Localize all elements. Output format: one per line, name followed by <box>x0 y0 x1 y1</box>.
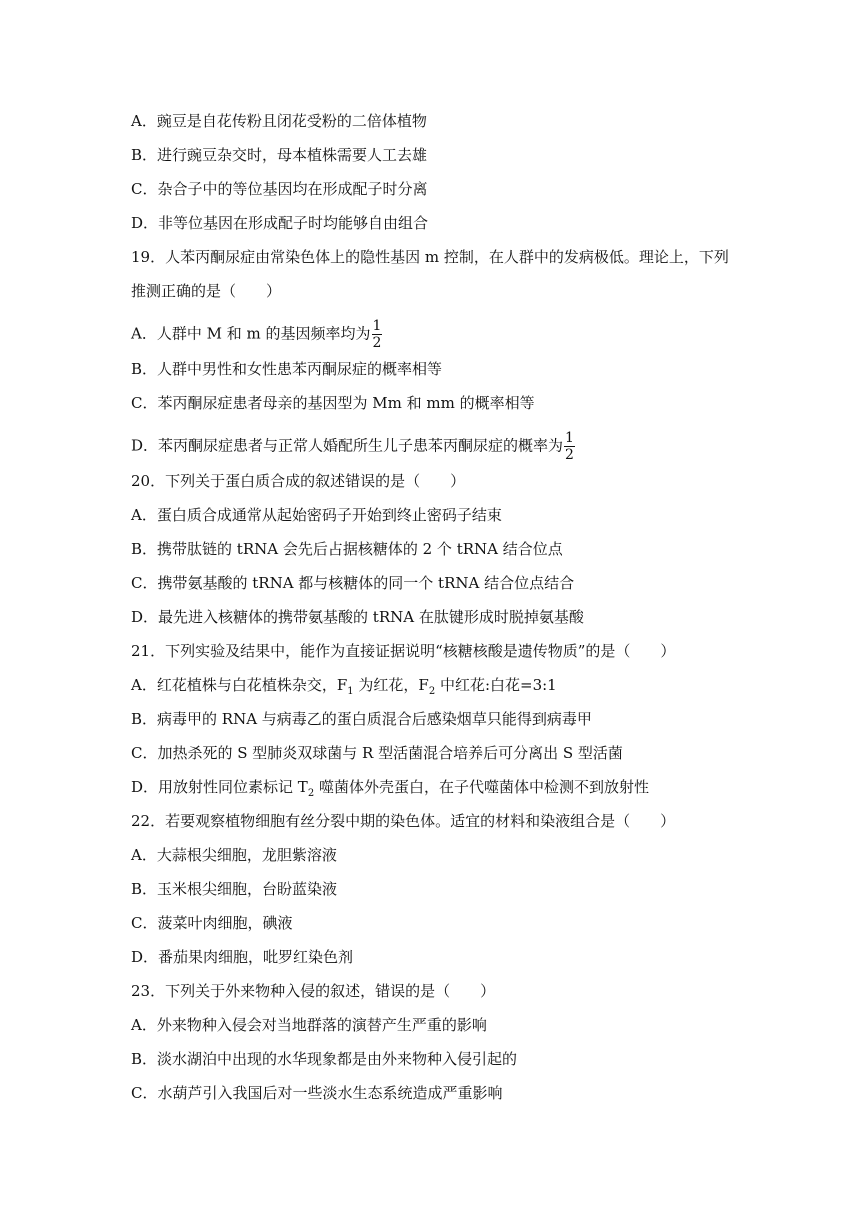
q21-option-c: C．加热杀死的 S 型肺炎双球菌与 R 型活菌混合培养后可分离出 S 型活菌 <box>131 744 623 762</box>
q20-stem: 20．下列关于蛋白质合成的叙述错误的是（ ） <box>131 472 466 490</box>
fraction-one-half <box>564 430 575 463</box>
q22-option-a: A．大蒜根尖细胞，龙胆紫溶液 <box>131 846 337 864</box>
fraction-numerator: 1 <box>565 430 574 446</box>
q21-option-d-text-1: D．用放射性同位素标记 T <box>131 778 308 796</box>
q20-option-d: D．最先进入核糖体的携带氨基酸的 tRNA 在肽键形成时脱掉氨基酸 <box>131 608 584 626</box>
q22-option-b: B．玉米根尖细胞，台盼蓝染液 <box>131 880 338 898</box>
q23-stem: 23．下列关于外来物种入侵的叙述，错误的是（ ） <box>131 982 496 1000</box>
subscript: 1 <box>347 686 354 697</box>
q20-option-a: A．蛋白质合成通常从起始密码子开始到终止密码子结束 <box>131 506 502 524</box>
fraction-denominator: 2 <box>565 447 574 463</box>
q21-option-a-text-1: A．红花植株与白花植株杂交，F <box>131 676 348 694</box>
q19-option-d <box>131 430 575 463</box>
q21-stem: 21．下列实验及结果中，能作为直接证据说明“核糖核酸是遗传物质”的是（ ） <box>131 642 676 660</box>
q20-option-c: C．携带氨基酸的 tRNA 都与核糖体的同一个 tRNA 结合位点结合 <box>131 574 575 592</box>
q19-stem-line1: 19．人苯丙酮尿症由常染色体上的隐性基因 m 控制，在人群中的发病极低。理论上，下列 <box>131 248 729 266</box>
q21-option-a-text-2: 为红花，F <box>353 676 429 694</box>
q18-option-b: B．进行豌豆杂交时，母本植株需要人工去雄 <box>131 146 428 164</box>
q21-option-d <box>131 777 649 797</box>
q21-option-d-text-2: 噬菌体外壳蛋白，在子代噬菌体中检测不到放射性 <box>314 778 649 796</box>
subscript: 2 <box>307 788 315 799</box>
q23-option-a: A．外来物种入侵会对当地群落的演替产生严重的影响 <box>131 1016 487 1034</box>
q21-option-a <box>131 675 557 695</box>
subscript: 2 <box>428 686 436 697</box>
q18-option-d: D．非等位基因在形成配子时均能够自由组合 <box>131 214 429 232</box>
q22-stem: 22．若要观察植物细胞有丝分裂中期的染色体。适宜的材料和染液组合是（ ） <box>131 812 676 830</box>
q19-option-d-text: D．苯丙酮尿症患者与正常人婚配所生儿子患苯丙酮尿症的概率为 <box>131 436 564 455</box>
q21-option-a-text-3: 中红花:白花=3:1 <box>435 676 557 694</box>
q23-option-c: C．水葫芦引入我国后对一些淡水生态系统造成严重影响 <box>131 1084 503 1102</box>
fraction-numerator: 1 <box>372 318 382 334</box>
q23-option-b: B．淡水湖泊中出现的水华现象都是由外来物种入侵引起的 <box>131 1050 518 1068</box>
q18-option-c: C．杂合子中的等位基因均在形成配子时分离 <box>131 180 428 198</box>
q19-option-a <box>131 318 382 351</box>
q22-option-d: D．番茄果肉细胞，吡罗红染色剂 <box>131 948 354 966</box>
q19-option-a-text: A．人群中 M 和 m 的基因频率均为 <box>131 324 371 343</box>
q19-option-b: B．人群中男性和女性患苯丙酮尿症的概率相等 <box>131 360 443 378</box>
fraction-one-half <box>372 318 383 351</box>
q19-stem-line2: 推测正确的是（ ） <box>131 282 282 300</box>
fraction-denominator: 2 <box>372 335 382 351</box>
q18-option-a: A．豌豆是自花传粉且闭花受粉的二倍体植物 <box>131 112 427 130</box>
q21-option-b: B．病毒甲的 RNA 与病毒乙的蛋白质混合后感染烟草只能得到病毒甲 <box>131 710 592 728</box>
q22-option-c: C．菠菜叶肉细胞，碘液 <box>131 914 293 932</box>
q20-option-b: B．携带肽链的 tRNA 会先后占据核糖体的 2 个 tRNA 结合位点 <box>131 540 563 558</box>
q19-option-c: C．苯丙酮尿症患者母亲的基因型为 Mm 和 mm 的概率相等 <box>131 394 535 412</box>
